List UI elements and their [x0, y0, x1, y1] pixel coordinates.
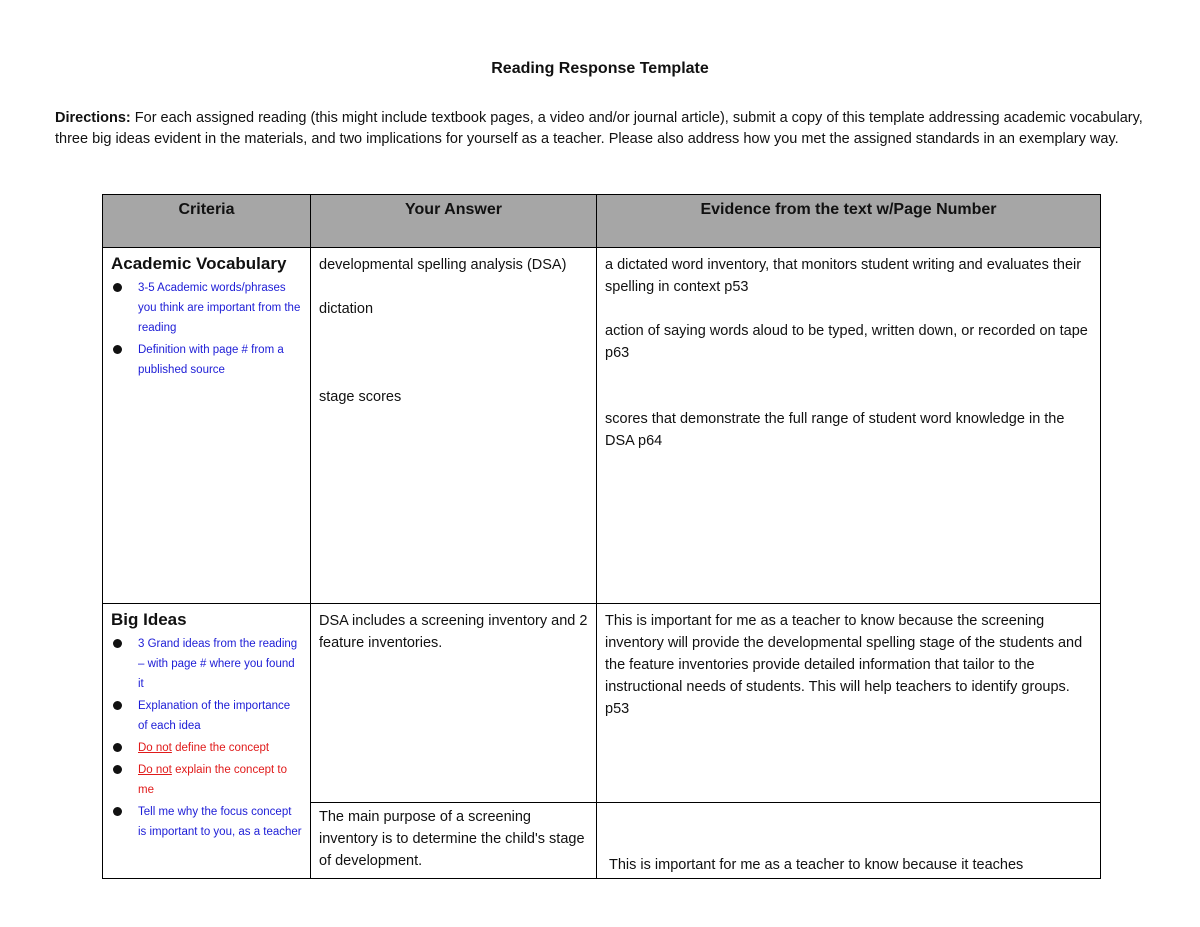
header-your-answer: Your Answer — [311, 195, 597, 248]
bigideas-answer-2: The main purpose of a screening inventory is to determine the child's stage of development. — [319, 809, 585, 869]
document-title: Reading Response Template — [491, 60, 709, 77]
header-criteria: Criteria — [103, 195, 311, 248]
directions-text: For each assigned reading (this might include textbook pages, a video and/or journal article), submit a copy of this template addressing academic vocabulary, three big ideas evident in the materials, and two implications for yourself as a teacher. Please also address how you met the assigned standards in an exemplary way. — [55, 110, 1143, 147]
bullet-text: Explanation of the importance of each idea — [138, 700, 291, 732]
bullet-text: Tell me why the focus concept is important to you, as a teacher — [138, 806, 302, 838]
list-item — [111, 696, 302, 736]
bullet-icon — [113, 639, 122, 648]
header-evidence: Evidence from the text w/Page Number — [597, 195, 1101, 248]
emphasis-text: Do not — [138, 764, 172, 776]
directions-paragraph — [55, 108, 1155, 150]
emphasis-text: Do not — [138, 742, 172, 754]
list-item — [111, 634, 302, 694]
vocab-row — [103, 248, 1101, 604]
vocab-evidence-1: a dictated word inventory, that monitors student writing and evaluates their spelling in context p53 — [605, 257, 1082, 295]
bigideas-answer-cell-2 — [311, 803, 597, 879]
vocab-answer-3: stage scores — [319, 389, 402, 405]
list-item — [111, 760, 302, 800]
vocab-criteria-list — [111, 278, 302, 380]
vocab-evidence-3: scores that demonstrate the full range of student word knowledge in the DSA p64 — [605, 411, 1065, 449]
list-item — [111, 802, 302, 842]
bullet-icon — [113, 765, 122, 774]
vocab-evidence-cell — [597, 248, 1101, 604]
bigideas-evidence-1: This is important for me as a teacher to know because the screening inventory will provide the developmental spelling stage of the students and the feature inventories provide detailed information that tailor to the instructional needs of students. This will help teachers to identify groups. p53 — [605, 613, 1083, 717]
bullet-text: 3 Grand ideas from the reading – with page # where you found it — [138, 638, 298, 690]
bullet-icon — [113, 345, 122, 354]
bullet-icon — [113, 283, 122, 292]
bigideas-evidence-cell-2 — [597, 803, 1101, 879]
bullet-text: Definition with page # from a published source — [138, 344, 284, 376]
response-table — [102, 194, 1101, 879]
bullet-text: explain the concept to me — [138, 764, 287, 796]
list-item — [111, 340, 302, 380]
header-row — [103, 195, 1101, 248]
list-item — [111, 278, 302, 338]
bigideas-section-title: Big Ideas — [111, 610, 187, 629]
vocab-criteria-cell — [103, 248, 311, 604]
bullet-icon — [113, 807, 122, 816]
bullet-icon — [113, 701, 122, 710]
bigideas-row-1 — [103, 604, 1101, 803]
bigideas-answer-1: DSA includes a screening inventory and 2 feature inventories. — [319, 613, 588, 651]
bigideas-evidence-2: This is important for me as a teacher to know because it teaches — [609, 857, 1024, 873]
bigideas-answer-cell-1 — [311, 604, 597, 803]
vocab-section-title: Academic Vocabulary — [111, 254, 287, 273]
vocab-answer-1: developmental spelling analysis (DSA) — [319, 257, 567, 273]
bigideas-evidence-cell-1 — [597, 604, 1101, 803]
vocab-evidence-2: action of saying words aloud to be typed, written down, or recorded on tape p63 — [605, 323, 1088, 361]
vocab-answer-cell — [311, 248, 597, 604]
vocab-answer-2: dictation — [319, 301, 374, 317]
bigideas-criteria-cell — [103, 604, 311, 879]
bigideas-criteria-list — [111, 634, 302, 842]
bullet-text: define the concept — [171, 742, 270, 754]
bullet-text: 3-5 Academic words/phrases you think are important from the reading — [138, 282, 301, 334]
list-item — [111, 738, 302, 758]
bullet-icon — [113, 743, 122, 752]
directions-label: Directions: — [55, 110, 131, 126]
